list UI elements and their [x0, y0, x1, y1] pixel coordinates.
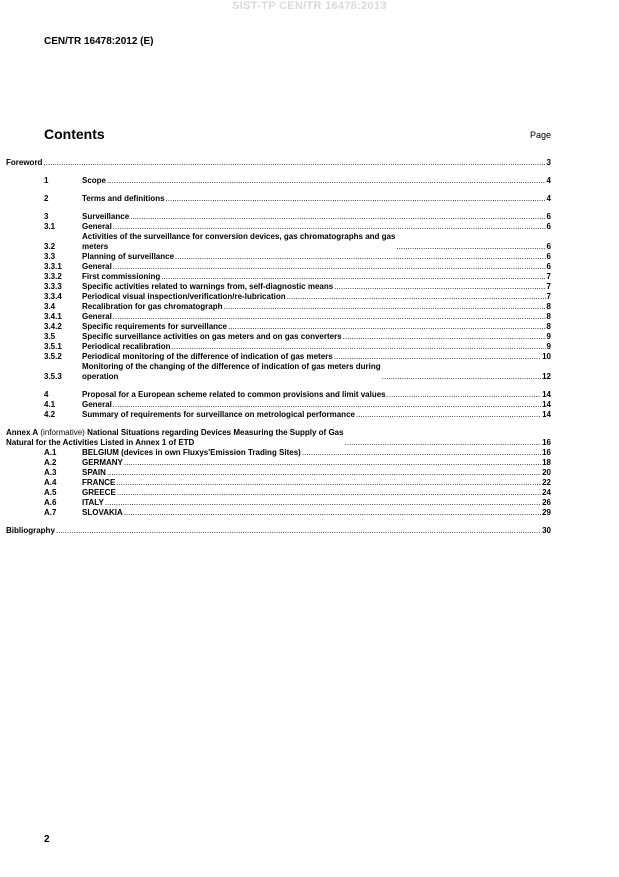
toc-entry-number: 1: [44, 176, 49, 185]
toc-entry-number: 3: [44, 212, 49, 221]
toc-entry-title: [82, 488, 116, 498]
toc-entry-page: 7: [546, 292, 551, 301]
toc-entry-title-text: Periodical recalibration: [82, 342, 171, 351]
dot-leader: [334, 282, 545, 292]
toc-entry[interactable]: [44, 322, 551, 332]
toc-entry-number: A.7: [44, 508, 57, 517]
toc-entry-title-text: First commissioning: [82, 272, 161, 281]
dot-leader: [113, 400, 541, 410]
toc-entry[interactable]: [44, 252, 551, 262]
toc-entry-title-text: General: [82, 262, 112, 271]
toc-entry-body: [82, 262, 551, 272]
toc-entry-body: [82, 282, 551, 292]
toc-entry-title-text: Natural for the Activities Listed in Annex 1 of ETD: [6, 438, 195, 447]
toc-entry-title: [82, 222, 112, 232]
toc-entry-body: [82, 272, 551, 282]
dot-leader: [107, 176, 546, 186]
dot-leader: [124, 458, 541, 468]
page-title: Contents: [44, 126, 105, 142]
toc-entry-title-text: SLOVAKIA: [82, 508, 123, 517]
toc-entry-number: 3.4.1: [44, 312, 62, 321]
toc-entry-number: A.4: [44, 478, 57, 487]
dot-leader: [124, 508, 541, 518]
dot-leader: [302, 448, 541, 458]
toc-entry-title: [82, 400, 112, 410]
dot-leader: [345, 438, 542, 448]
toc-entry[interactable]: [44, 342, 551, 352]
toc-entry-number: 3.3: [44, 252, 56, 261]
toc-entry-page: 10: [542, 352, 551, 361]
toc-entry-page: 6: [546, 222, 551, 231]
toc-entry-body: [82, 212, 551, 222]
toc-entry-number: A.5: [44, 488, 57, 497]
toc-entry[interactable]: [44, 362, 551, 382]
toc-entry-title-text: Foreword: [6, 158, 43, 167]
toc-entry-page: 8: [546, 322, 551, 331]
toc-entry[interactable]: [44, 212, 551, 222]
toc-entry-body: [82, 390, 551, 400]
toc-entry-title: [82, 272, 160, 282]
dot-leader: [343, 332, 546, 342]
toc-entry-number: 3.2: [44, 242, 56, 251]
dot-leader: [223, 302, 545, 312]
toc-entry-title-text: General: [82, 312, 112, 321]
toc-entry-page: 30: [542, 526, 551, 535]
toc-entry-body: [82, 458, 551, 468]
dot-leader: [166, 194, 546, 204]
toc-entry[interactable]: [44, 448, 551, 458]
toc-entry-page: 16: [542, 438, 551, 447]
toc-entry-body: [82, 302, 551, 312]
toc-entry-title-text: Periodical monitoring of the difference of indication of gas meters: [82, 352, 333, 361]
toc-entry-number: 2: [44, 194, 49, 203]
toc-entry-body: [82, 312, 551, 322]
toc-entry[interactable]: [44, 458, 551, 468]
page-number: 2: [44, 834, 50, 845]
toc-entry-number: 3.5.1: [44, 342, 62, 351]
toc-entry-title-first-line: [6, 428, 344, 438]
toc-entry-body: [82, 400, 551, 410]
watermark-text: SIST-TP CEN/TR 16478:2013: [232, 0, 387, 12]
toc-entry-title: [82, 390, 386, 400]
toc-entry-title-text: General: [82, 400, 112, 409]
toc-entry[interactable]: [44, 468, 551, 478]
toc-entry-number: 3.5.2: [44, 352, 62, 361]
toc-entry-title: [82, 302, 222, 312]
toc-entry-title: [82, 262, 112, 272]
dot-leader: [105, 498, 541, 508]
toc-entry-page: 7: [546, 272, 551, 281]
toc-entry-page: 14: [542, 400, 551, 409]
toc-entry-title-text: Planning of surveillance: [82, 252, 175, 261]
toc-entry-title: [6, 526, 55, 536]
toc-entry-title-text: Summary of requirements for surveillance on metrological performance: [82, 410, 355, 419]
toc-entry[interactable]: [44, 410, 551, 420]
toc-entry[interactable]: [6, 526, 551, 536]
toc-entry-number: 3.1: [44, 222, 56, 231]
toc-entry-page: 6: [546, 242, 551, 251]
dot-leader: [171, 342, 545, 352]
dot-leader: [117, 488, 541, 498]
toc-entry-number: 3.3.1: [44, 262, 62, 271]
toc-entry-title: [82, 362, 381, 382]
toc-entry-title-text: meters: [82, 242, 109, 251]
toc-entry-page: 7: [546, 282, 551, 291]
toc-entry-page: 26: [542, 498, 551, 507]
annex-label: Annex A: [6, 428, 39, 437]
dot-leader: [175, 252, 546, 262]
toc-entry-title-text: BELGIUM (devices in own Fluxys'Emission Trading Sites): [82, 448, 301, 457]
toc-entry-page: 8: [546, 302, 551, 311]
toc-entry-title: [82, 252, 174, 262]
toc-entry-page: 12: [542, 372, 551, 381]
dot-leader: [113, 312, 546, 322]
toc-entry-number: 4.2: [44, 410, 56, 419]
toc-entry-page: 6: [546, 262, 551, 271]
dot-leader: [130, 212, 545, 222]
toc-entry-body: [82, 448, 551, 458]
toc-entry-body: [6, 526, 551, 536]
toc-entry-body: [82, 232, 551, 252]
toc-entry-title: [82, 176, 106, 186]
toc-entry-title: [82, 342, 170, 352]
toc-entry-body: [82, 222, 551, 232]
toc-entry[interactable]: [6, 158, 551, 168]
toc-entry-number: 3.3.3: [44, 282, 62, 291]
toc-entry-title-text: Specific activities related to warnings from, self-diagnostic means: [82, 282, 334, 291]
page-column-label: Page: [529, 130, 551, 140]
toc-entry-title: [82, 498, 104, 508]
toc-entry-title: [82, 282, 333, 292]
toc-entry-number: A.3: [44, 468, 57, 477]
toc-entry-title-text: GREECE: [82, 488, 116, 497]
toc-entry[interactable]: [44, 332, 551, 342]
toc-entry-number: 3.4.2: [44, 322, 62, 331]
toc-entry-body: [82, 508, 551, 518]
annex-kind: (informative): [38, 428, 85, 437]
toc-entry-title-first-line: [82, 362, 381, 372]
dot-leader: [287, 292, 546, 302]
toc-entry-title-line: National Situations regarding Devices Measuring the Supply of Gas: [84, 428, 344, 437]
toc-entry-page: 16: [542, 448, 551, 457]
toc-entry[interactable]: [44, 478, 551, 488]
toc-entry[interactable]: [44, 508, 551, 518]
toc-entry-title-text: SPAIN: [82, 468, 106, 477]
dot-leader: [228, 322, 546, 332]
toc-entry-title: [6, 428, 344, 448]
toc-entry[interactable]: [44, 302, 551, 312]
toc-entry-title: [82, 232, 395, 252]
toc-entry-page: 24: [542, 488, 551, 497]
toc-entry[interactable]: [44, 282, 551, 292]
toc-entry-title: [82, 332, 342, 342]
toc-entry[interactable]: [44, 390, 551, 400]
toc-entry-number: A.6: [44, 498, 57, 507]
dot-leader: [56, 526, 541, 536]
toc-entry-title: [82, 312, 112, 322]
table-of-contents: [6, 158, 551, 536]
toc-entry-title-text: FRANCE: [82, 478, 116, 487]
toc-entry-title-text: Proposal for a European scheme related to common provisions and limit values: [82, 390, 386, 399]
toc-entry-page: 3: [546, 158, 551, 167]
toc-entry-body: [82, 176, 551, 186]
toc-entry-title: [82, 448, 301, 458]
toc-entry-body: [82, 322, 551, 332]
toc-entry-number: 3.4: [44, 302, 56, 311]
toc-entry-title-text: Terms and definitions: [82, 194, 165, 203]
toc-entry[interactable]: [44, 194, 551, 204]
toc-entry-number: 3.3.2: [44, 272, 62, 281]
toc-entry-title-first-line: [82, 232, 395, 242]
toc-entry-body: [82, 410, 551, 420]
toc-entry-page: 6: [546, 252, 551, 261]
toc-entry-page: 14: [542, 410, 551, 419]
toc-entry-number: 4: [44, 390, 49, 399]
toc-entry-number: 3.5: [44, 332, 56, 341]
toc-entry-title-line: Activities of the surveillance for conversion devices, gas chromatographs and gas: [82, 232, 396, 241]
toc-entry[interactable]: [44, 272, 551, 282]
toc-entry-title: [6, 158, 42, 168]
toc-entry-page: 29: [542, 508, 551, 517]
toc-entry-title: [82, 410, 355, 420]
toc-entry[interactable]: [44, 312, 551, 322]
toc-entry-title-text: Specific requirements for surveillance: [82, 322, 227, 331]
toc-entry[interactable]: [44, 222, 551, 232]
document-id: CEN/TR 16478:2012 (E): [44, 36, 154, 47]
toc-entry-number: 3.3.4: [44, 292, 62, 301]
toc-entry-body: [6, 428, 551, 448]
toc-entry-title-text: Specific surveillance activities on gas meters and on gas converters: [82, 332, 342, 341]
toc-entry[interactable]: [44, 262, 551, 272]
toc-entry-number: A.1: [44, 448, 57, 457]
dot-leader: [161, 272, 545, 282]
toc-entry-title: [82, 468, 106, 478]
toc-entry-title-text: GERMANY: [82, 458, 123, 467]
toc-entry[interactable]: [44, 232, 551, 252]
toc-entry-body: [82, 194, 551, 204]
dot-leader: [334, 352, 541, 362]
toc-entry-title: [82, 352, 333, 362]
dot-leader: [113, 262, 546, 272]
toc-entry[interactable]: [44, 352, 551, 362]
toc-entry-page: 9: [546, 342, 551, 351]
toc-entry-title-text: General: [82, 222, 112, 231]
toc-entry-body: [82, 362, 551, 382]
toc-entry-body: [82, 332, 551, 342]
toc-entry-page: 20: [542, 468, 551, 477]
toc-entry-number: A.2: [44, 458, 57, 467]
toc-entry[interactable]: [44, 498, 551, 508]
toc-entry-page: 6: [546, 212, 551, 221]
toc-entry-title: [82, 194, 165, 204]
toc-entry-body: [82, 498, 551, 508]
toc-entry[interactable]: [44, 292, 551, 302]
toc-entry-title-text: Bibliography: [6, 526, 55, 535]
toc-entry-body: [82, 342, 551, 352]
toc-entry-page: 4: [546, 194, 551, 203]
dot-leader: [356, 410, 541, 420]
toc-entry-title-text: operation: [82, 372, 119, 381]
toc-entry-page: 22: [542, 478, 551, 487]
toc-entry-page: 14: [542, 390, 551, 399]
dot-leader: [382, 372, 541, 382]
toc-entry-body: [82, 488, 551, 498]
toc-entry-title-line: Monitoring of the changing of the difference of indication of gas meters during: [82, 362, 381, 371]
toc-entry-number: 3.5.3: [44, 372, 62, 381]
toc-entry-body: [82, 352, 551, 362]
dot-leader: [113, 222, 546, 232]
toc-entry-title-text: Recalibration for gas chromatograph: [82, 302, 223, 311]
dot-leader: [396, 242, 545, 252]
toc-entry-page: 4: [546, 176, 551, 185]
toc-entry-title-text: Periodical visual inspection/verification/re-lubrication: [82, 292, 286, 301]
toc-entry-body: [82, 292, 551, 302]
toc-entry-title: [82, 322, 227, 332]
dot-leader: [107, 468, 541, 478]
toc-entry[interactable]: [44, 400, 551, 410]
toc-entry[interactable]: [44, 176, 551, 186]
toc-entry-title: [82, 292, 286, 302]
toc-entry-title: [82, 508, 123, 518]
toc-entry-number: 4.1: [44, 400, 56, 409]
toc-entry-body: [6, 158, 551, 168]
toc-entry[interactable]: [6, 428, 551, 448]
toc-entry-page: 8: [546, 312, 551, 321]
dot-leader: [43, 158, 545, 168]
toc-entry-page: 18: [542, 458, 551, 467]
toc-entry-title: [82, 212, 129, 222]
toc-entry-title: [82, 458, 123, 468]
dot-leader: [387, 390, 541, 400]
toc-entry-title-text: Scope: [82, 176, 107, 185]
toc-entry-body: [82, 468, 551, 478]
dot-leader: [116, 478, 541, 488]
toc-entry[interactable]: [44, 488, 551, 498]
toc-entry-page: 9: [546, 332, 551, 341]
toc-entry-body: [82, 478, 551, 488]
toc-entry-title-text: ITALY: [82, 498, 104, 507]
toc-entry-body: [82, 252, 551, 262]
toc-entry-title-text: Surveillance: [82, 212, 130, 221]
toc-entry-title: [82, 478, 115, 488]
